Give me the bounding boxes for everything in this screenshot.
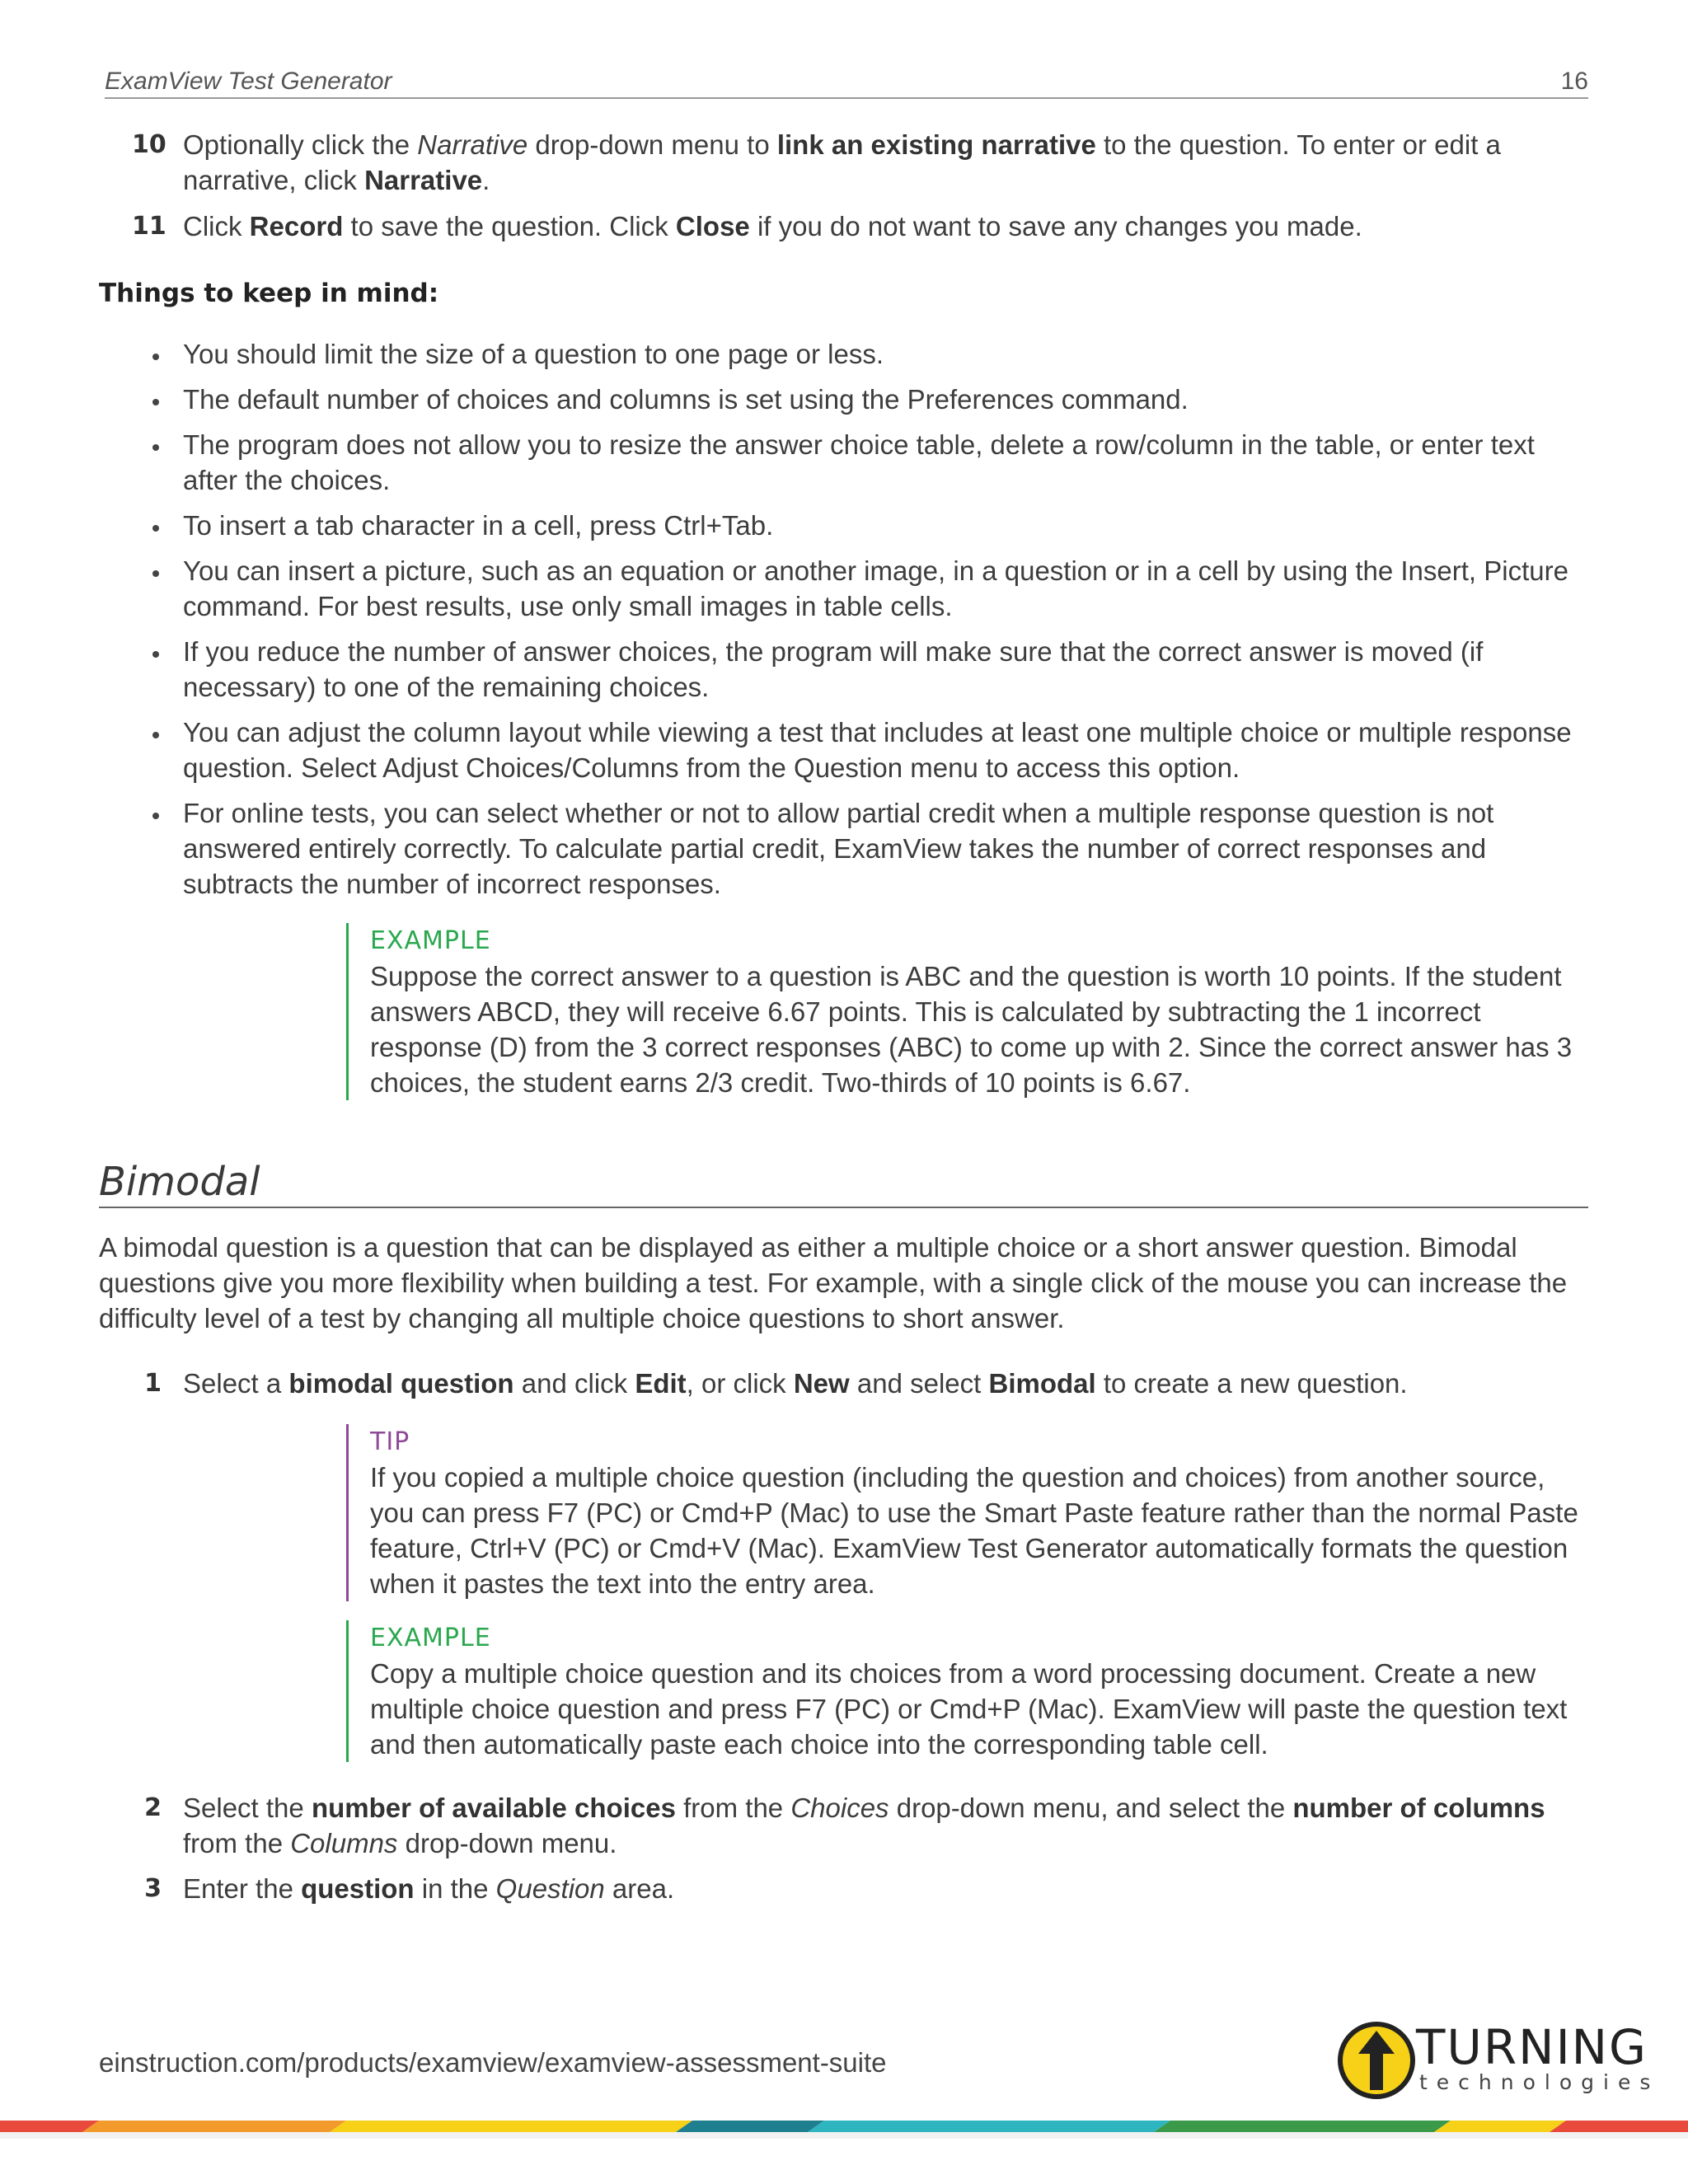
- page-number: 16: [1560, 68, 1588, 95]
- list-item: To insert a tab character in a cell, press Ctrl+Tab.: [148, 508, 1591, 543]
- step-number: 3: [144, 1874, 162, 1903]
- text-run: New: [793, 1368, 850, 1399]
- text-run: Bimodal: [988, 1368, 1096, 1399]
- list-item: The program does not allow you to resize the answer choice table, delete a row/column in the table, or enter text after the choices.: [148, 427, 1591, 498]
- logo-wordmark: TURNING: [1416, 2019, 1648, 2075]
- text-run: Select a: [183, 1368, 289, 1399]
- text-run: area.: [604, 1873, 675, 1904]
- step-1: [132, 1366, 1595, 1401]
- text-run: Click: [183, 211, 250, 241]
- example-callout-2: [346, 1620, 1582, 1762]
- logo-subtitle: technologies: [1419, 2070, 1660, 2094]
- bimodal-intro: A bimodal question is a question that can be displayed as either a multiple choice or a short answer question. Bimodal questions give you more flexibility when building a test. For example, with a single click of the mouse you can increase the difficulty level of a test by changing all multiple choice questions to short answer.: [99, 1232, 1568, 1333]
- step-text: [183, 1871, 1595, 1906]
- text-run: to the question. To enter or edit a narrative, click: [183, 129, 1501, 195]
- text-run: question: [301, 1873, 415, 1904]
- text-run: link an existing narrative: [776, 129, 1096, 160]
- text-run: Select the: [183, 1793, 312, 1823]
- text-run: Enter the: [183, 1873, 302, 1904]
- list-item: The default number of choices and columns is set using the Preferences command.: [148, 382, 1591, 417]
- text-run: to create a new question.: [1095, 1368, 1408, 1399]
- text-run: Narrative: [417, 129, 528, 160]
- text-run: to save the question. Click: [343, 211, 676, 241]
- callout-text: Suppose the correct answer to a question is ABC and the question is worth 10 points. If the student answers ABCD, they will receive 6.67 points. This is calculated by subtracting the 1 incorrect response (D) from the 3 correct responses (ABC) to come up with 2. Since the correct answer has 3 choices, the student earns 2/3 credit. Two-thirds of 10 points is 6.67.: [370, 961, 1573, 1098]
- section-title: Bimodal: [99, 1159, 1588, 1208]
- text-run: number of columns: [1292, 1793, 1545, 1823]
- text-run: from the: [675, 1793, 791, 1823]
- list-item: For online tests, you can select whether or not to allow partial credit when a multiple response question is not answered entirely correctly. To calculate partial credit, ExamView takes the number of correct responses and subtracts the number of incorrect responses.: [148, 795, 1591, 902]
- callout-label: EXAMPLE: [370, 926, 491, 955]
- list-item: If you reduce the number of answer choices, the program will make sure that the correct answer is moved (if necessary) to one of the remaining choices.: [148, 634, 1591, 705]
- text-run: Edit: [635, 1368, 687, 1399]
- text-run: Record: [249, 211, 344, 241]
- step-text: [183, 1790, 1595, 1861]
- callout-text: Copy a multiple choice question and its choices from a word processing document. Create a new multiple choice question and press F7 (PC) or Cmd+P (Mac). ExamView will paste the question text and then automatically paste each choice into the corresponding table cell.: [370, 1658, 1568, 1760]
- text-run: Question: [495, 1873, 605, 1904]
- step-number: 2: [144, 1793, 162, 1822]
- text-run: from the: [183, 1828, 291, 1858]
- footer-link[interactable]: einstruction.com/products/examview/examview-assessment-suite: [99, 2047, 887, 2078]
- text-run: and click: [513, 1368, 635, 1399]
- text-run: in the: [414, 1873, 496, 1904]
- step-number: 11: [132, 212, 166, 241]
- text-run: drop-down menu, and select the: [889, 1793, 1293, 1823]
- text-run: , or click: [686, 1368, 794, 1399]
- text-run: Optionally click the: [183, 129, 418, 160]
- step-3: [132, 1871, 1595, 1906]
- step-text: [183, 209, 1595, 244]
- step-text: [183, 1366, 1595, 1401]
- tips-list: [148, 336, 1591, 912]
- text-run: if you do not want to save any changes you made.: [749, 211, 1362, 241]
- text-run: Close: [675, 211, 750, 241]
- callout-label: EXAMPLE: [370, 1624, 491, 1652]
- logo-arrow-icon: [1337, 2019, 1416, 2102]
- turning-logo: [1337, 2019, 1660, 2102]
- callout-text: If you copied a multiple choice question (including the question and choices) from another source, you can press F7 (PC) or Cmd+P (Mac) to use the Smart Paste feature rather than the normal Paste feature, Ctrl+V (PC) or Cmd+V (Mac). ExamView Test Generator automatically formats the question when it pastes the text into the entry area.: [370, 1462, 1578, 1599]
- list-item: You can insert a picture, such as an equation or another image, in a question or in a cell by using the Insert, Picture command. For best results, use only small images in table cells.: [148, 553, 1591, 624]
- document-title: ExamView Test Generator: [105, 68, 392, 95]
- callout-label: TIP: [370, 1427, 410, 1456]
- step-number: 1: [144, 1369, 162, 1398]
- text-run: drop-down menu to: [528, 129, 777, 160]
- step-number: 10: [132, 130, 166, 159]
- text-run: Narrative: [364, 165, 483, 195]
- text-run: and select: [849, 1368, 989, 1399]
- list-item: You should limit the size of a question to one page or less.: [148, 336, 1591, 372]
- example-callout: [346, 923, 1582, 1100]
- text-run: Choices: [790, 1793, 889, 1823]
- step-11: [132, 209, 1595, 244]
- text-run: bimodal question: [288, 1368, 514, 1399]
- text-run: drop-down menu.: [397, 1828, 617, 1858]
- step-text: [183, 127, 1595, 198]
- text-run: .: [482, 165, 490, 195]
- tip-callout: [346, 1424, 1582, 1601]
- list-item: You can adjust the column layout while viewing a test that includes at least one multiple choice or multiple response question. Select Adjust Choices/Columns from the Question menu to access this option.: [148, 715, 1591, 785]
- page-header: [105, 66, 1588, 99]
- step-10: [132, 127, 1595, 198]
- footer-color-stripe: [0, 2114, 1688, 2139]
- step-2: [132, 1790, 1595, 1861]
- text-run: Columns: [290, 1828, 398, 1858]
- things-heading: Things to keep in mind:: [99, 279, 439, 308]
- text-run: number of available choices: [311, 1793, 676, 1823]
